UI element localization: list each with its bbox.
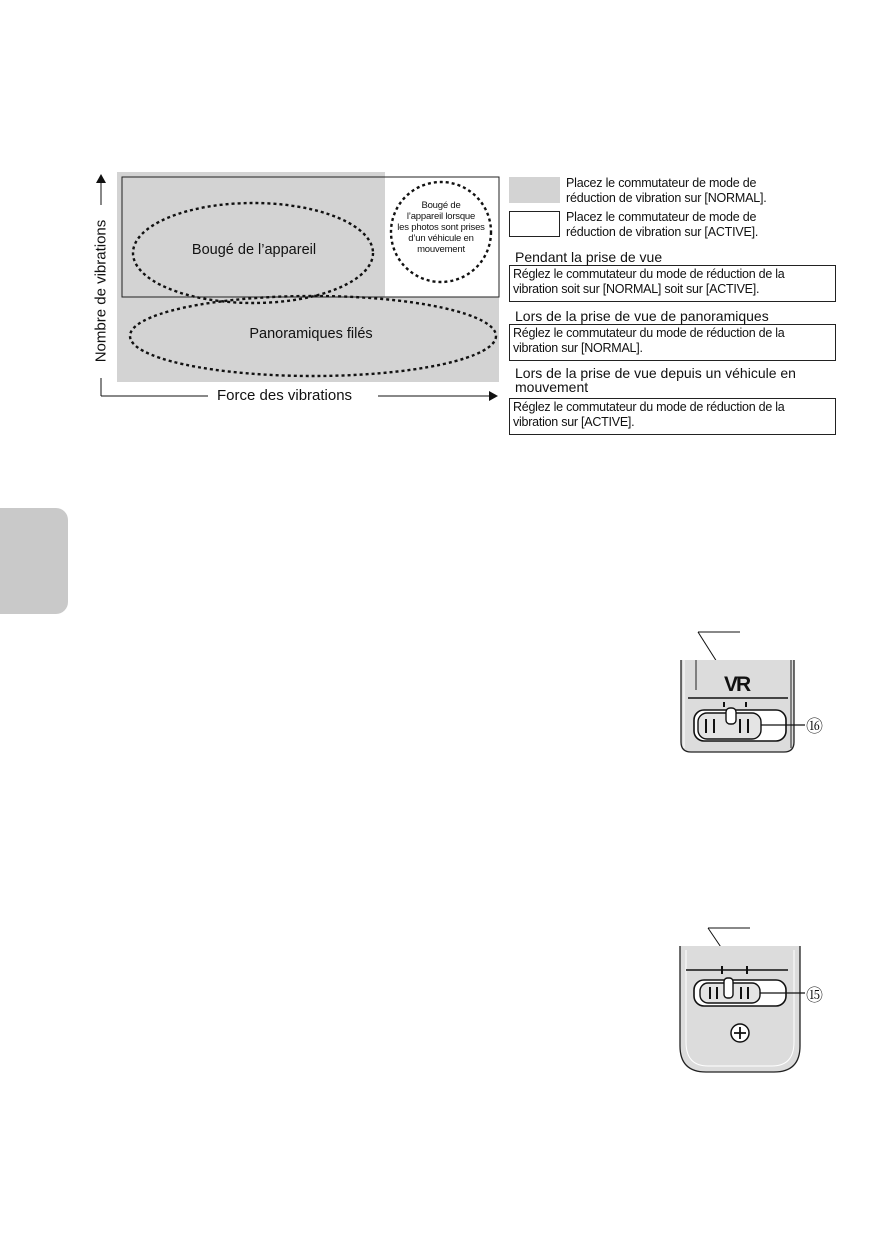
vr-mark: VR [724,673,750,696]
x-axis-label: Force des vibrations [217,387,353,404]
section-box-panning: Réglez le commutateur du mode de réduction de la vibration sur [NORMAL]. [509,324,836,361]
legend-active-text: Placez le commutateur de mode de réduction de vibration sur [ACTIVE]. [566,210,759,239]
section-box-shooting: Réglez le commutateur du mode de réduction de la vibration soit sur [NORMAL] soit sur [ACTIVE]. [509,265,836,302]
camera-shake-label: Bougé de l’appareil [191,242,317,258]
y-axis-arrow [96,174,106,183]
callout-16: ⑯ [806,717,823,736]
callout-15: ⑮ [806,986,823,1005]
section-box-vehicle: Réglez le commutateur du mode de réduction de la vibration sur [ACTIVE]. [509,398,836,435]
legend-swatch-active [510,212,560,237]
x-axis-arrow [489,391,498,401]
vehicle-shake-label: Bougé de l’appareil lorsque les photos sont prises d’un véhicule en mouvement [397,200,485,255]
section-heading-shooting: Pendant la prise de vue [515,249,663,265]
y-axis-label: Nombre de vibrations [92,219,110,363]
legend-normal-text: Placez le commutateur de mode de réduction de vibration sur [NORMAL]. [566,176,767,205]
panning-label: Panoramiques filés [249,326,373,342]
section-heading-vehicle: Lors de la prise de vue depuis un véhicule en mouvement [515,365,796,395]
section-heading-panning: Lors de la prise de vue de panoramiques [515,308,769,324]
chapter-side-tab [0,508,68,614]
vr-switch-illustration [660,630,850,760]
legend-swatch-normal [509,177,560,203]
